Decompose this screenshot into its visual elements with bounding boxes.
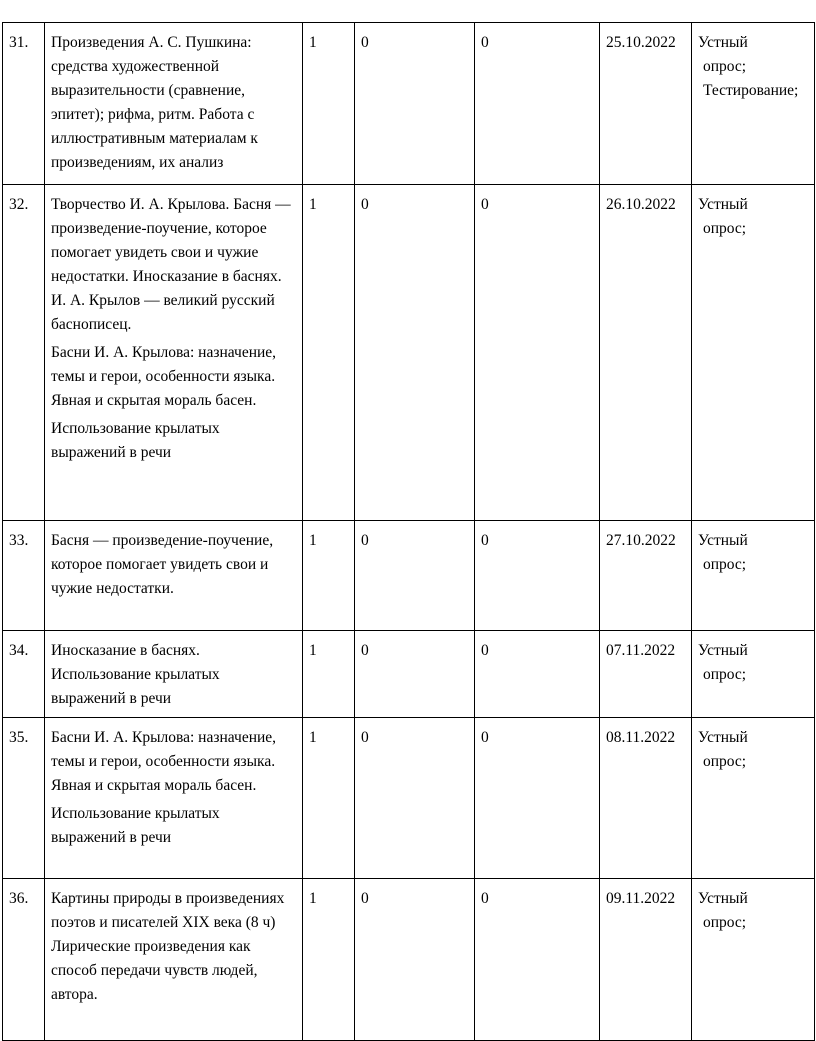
topic-paragraph: Иносказание в баснях. Использование крылатых выражений в речи — [51, 642, 220, 707]
control-form — [692, 23, 815, 185]
control-form-line: опрос; — [703, 753, 747, 770]
control-form — [692, 185, 815, 521]
lesson-number: 33. — [3, 521, 45, 631]
lesson-date: 08.11.2022 — [600, 718, 692, 879]
table-row — [3, 521, 815, 631]
hours-practice: 0 — [475, 521, 600, 631]
hours-total: 1 — [303, 879, 355, 1041]
hours-control: 0 — [355, 879, 475, 1041]
hours-practice: 0 — [475, 718, 600, 879]
lesson-number: 34. — [3, 631, 45, 718]
lesson-plan-table — [2, 22, 815, 1041]
hours-control: 0 — [355, 521, 475, 631]
lesson-date: 07.11.2022 — [600, 631, 692, 718]
control-form — [692, 521, 815, 631]
hours-total: 1 — [303, 185, 355, 521]
lesson-topic — [45, 23, 303, 185]
lesson-date: 27.10.2022 — [600, 521, 692, 631]
topic-paragraph: Творчество И. А. Крылова. Басня — произведение-поучение, которое помогает увидеть свои и чужие недостатки. Иносказание в баснях. И. А. Крылов — великий русский баснописец. — [51, 196, 291, 333]
control-form-line: опрос; — [703, 556, 747, 573]
topic-paragraph: Басни И. А. Крылова: назначение, темы и герои, особенности языка. Явная и скрытая мораль басен. — [51, 729, 277, 794]
control-form-line: опрос; — [703, 220, 747, 237]
lesson-date: 25.10.2022 — [600, 23, 692, 185]
table-row — [3, 718, 815, 879]
lesson-topic — [45, 521, 303, 631]
table-row — [3, 185, 815, 521]
topic-paragraph: Произведения А. С. Пушкина: средства художественной выразительности (сравнение, эпитет); рифма, ритм. Работа с иллюстративным материалам к произведениям, их анализ — [51, 34, 258, 171]
table-row — [3, 879, 815, 1041]
lesson-number: 31. — [3, 23, 45, 185]
topic-paragraph: Басня — произведение-поучение, которое помогает увидеть свои и чужие недостатки. — [51, 532, 274, 597]
hours-practice: 0 — [475, 23, 600, 185]
lesson-number: 36. — [3, 879, 45, 1041]
control-form — [692, 879, 815, 1041]
hours-control: 0 — [355, 185, 475, 521]
control-form-line: Тестирование; — [703, 82, 799, 99]
topic-paragraph: Использование крылатых выражений в речи — [51, 805, 220, 846]
topic-paragraph: Использование крылатых выражений в речи — [51, 420, 220, 461]
lesson-number: 32. — [3, 185, 45, 521]
hours-control: 0 — [355, 631, 475, 718]
control-form-line: Устный — [698, 532, 748, 549]
control-form-line: опрос; — [703, 58, 747, 75]
control-form-line: Устный — [698, 642, 748, 659]
hours-practice: 0 — [475, 631, 600, 718]
lesson-topic — [45, 879, 303, 1041]
lesson-date: 09.11.2022 — [600, 879, 692, 1041]
control-form — [692, 718, 815, 879]
hours-control: 0 — [355, 718, 475, 879]
control-form-line: Устный — [698, 729, 748, 746]
control-form-line: опрос; — [703, 666, 747, 683]
lesson-topic — [45, 718, 303, 879]
table-row — [3, 631, 815, 718]
hours-total: 1 — [303, 521, 355, 631]
control-form-line: Устный — [698, 890, 748, 907]
hours-total: 1 — [303, 718, 355, 879]
topic-paragraph: Картины природы в произведениях поэтов и писателей XIX века (8 ч) Лирические произведения как способ передачи чувств людей, автора. — [51, 890, 285, 1003]
lesson-topic — [45, 631, 303, 718]
lesson-plan-body — [3, 23, 815, 1041]
topic-paragraph: Басни И. А. Крылова: назначение, темы и герои, особенности языка. Явная и скрытая мораль басен. — [51, 344, 277, 409]
lesson-number: 35. — [3, 718, 45, 879]
table-row — [3, 23, 815, 185]
hours-practice: 0 — [475, 879, 600, 1041]
control-form-line: Устный — [698, 196, 748, 213]
control-form — [692, 631, 815, 718]
control-form-line: опрос; — [703, 914, 747, 931]
hours-practice: 0 — [475, 185, 600, 521]
hours-total: 1 — [303, 631, 355, 718]
lesson-topic — [45, 185, 303, 521]
lesson-date: 26.10.2022 — [600, 185, 692, 521]
control-form-line: Устный — [698, 34, 748, 51]
hours-total: 1 — [303, 23, 355, 185]
hours-control: 0 — [355, 23, 475, 185]
